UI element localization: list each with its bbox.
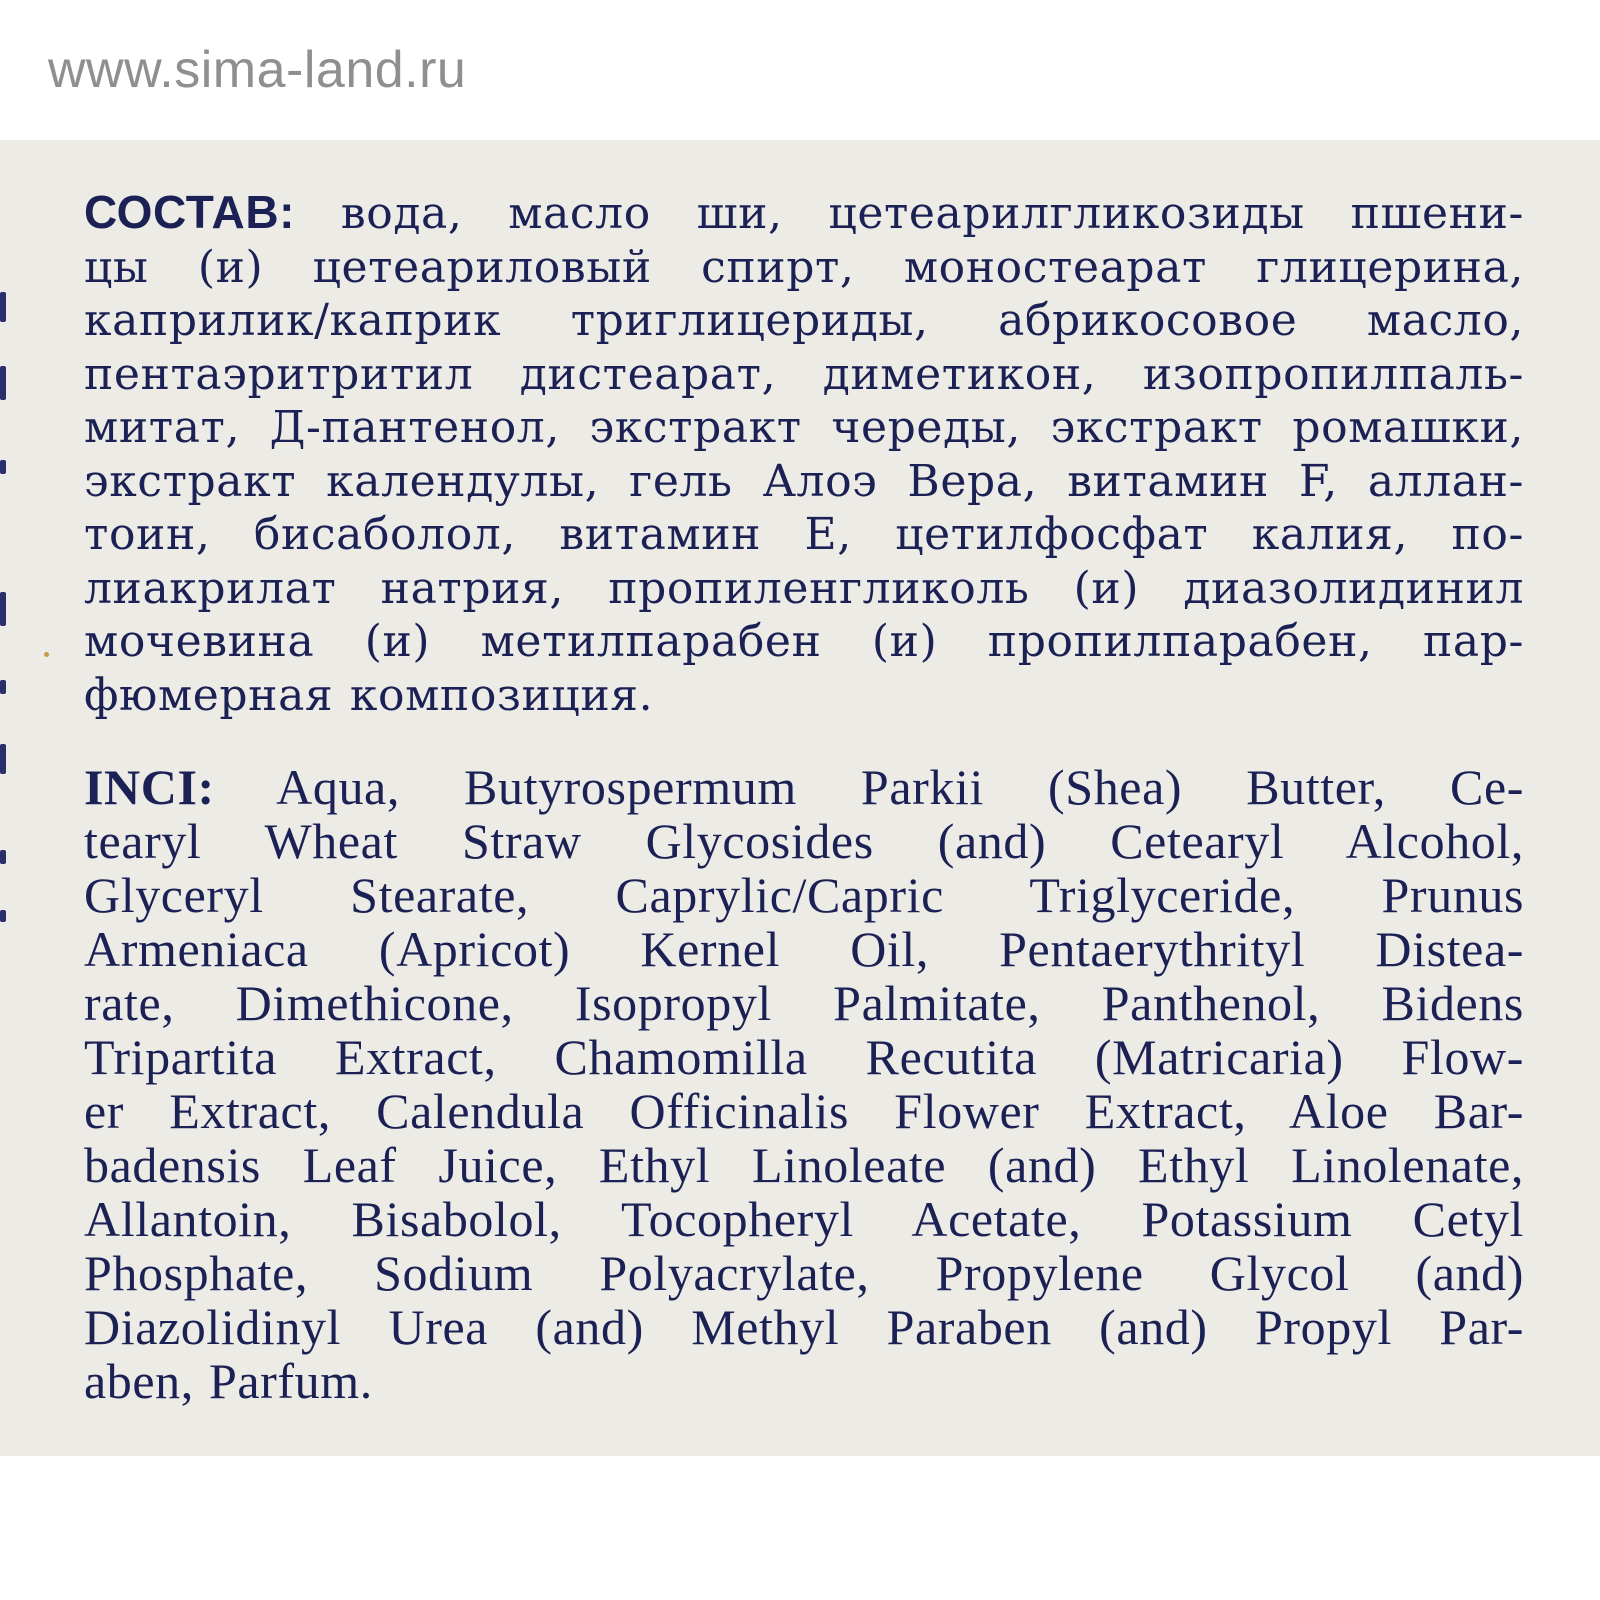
composition-ru-line: цы (и) цетеариловый спирт, моностеарат глицерина, [84,241,1524,293]
inci-line: er Extract, Calendula Officinalis Flower Extract, Aloe Bar- [84,1083,1524,1139]
composition-ru-line: лиакрилат натрия, пропиленгликоль (и) диазолидинил [84,562,1524,614]
inci-line: Armeniaca (Apricot) Kernel Oil, Pentaerythrityl Distea- [84,921,1524,977]
composition-ru-block [84,186,1524,722]
inci-line: rate, Dimethicone, Isopropyl Palmitate, Panthenol, Bidens [84,975,1524,1031]
composition-ru-line: тоин, бисаболол, витамин Е, цетилфосфат калия, по- [84,509,1524,560]
inci-line: badensis Leaf Juice, Ethyl Linoleate (and) Ethyl Linolenate, [84,1137,1524,1193]
watermark-url: www.sima-land.ru [48,41,467,99]
inci-title: INCI: [84,759,215,815]
composition-ru-line: фюмерная композиция. [84,669,654,721]
inci-line: tearyl Wheat Straw Glycosides (and) Cetearyl Alcohol, [84,813,1524,869]
inci-line: Phosphate, Sodium Polyacrylate, Propylene Glycol (and) [84,1245,1524,1301]
inci-line: INCI: Aqua, Butyrospermum Parkii (Shea) Butter, Ce- [84,759,1524,815]
composition-ru-line: митат, Д-пантенол, экстракт череды, экстракт ромашки, [84,402,1524,453]
inci-block [84,760,1524,1408]
composition-ru-title: СОСТАВ: [84,186,296,238]
inci-line: Allantoin, Bisabolol, Tocopheryl Acetate, Potassium Cetyl [84,1191,1524,1247]
composition-ru-line: каприлик/каприк триглицериды, абрикосовое масло, [84,295,1524,346]
inci-line: aben, Parfum. [84,1353,373,1409]
inci-line: Diazolidinyl Urea (and) Methyl Paraben (and) Propyl Par- [84,1299,1524,1355]
composition-ru-line: мочевина (и) метилпарабен (и) пропилпарабен, пар- [84,616,1524,667]
left-edge-print-fragments [0,140,12,1456]
composition-ru-line: пентаэритритил дистеарат, диметикон, изопропилпаль- [84,348,1524,400]
composition-ru-line: экстракт календулы, гель Алоэ Вера, витамин F, аллан- [84,455,1524,507]
print-speck [44,652,49,657]
composition-ru-line: СОСТАВ: вода, масло ши, цетеарилгликозиды пшени- [84,186,1524,239]
inci-line: Glyceryl Stearate, Caprylic/Capric Triglyceride, Prunus [84,867,1524,923]
inci-line: Tripartita Extract, Chamomilla Recutita (Matricaria) Flow- [84,1029,1524,1085]
